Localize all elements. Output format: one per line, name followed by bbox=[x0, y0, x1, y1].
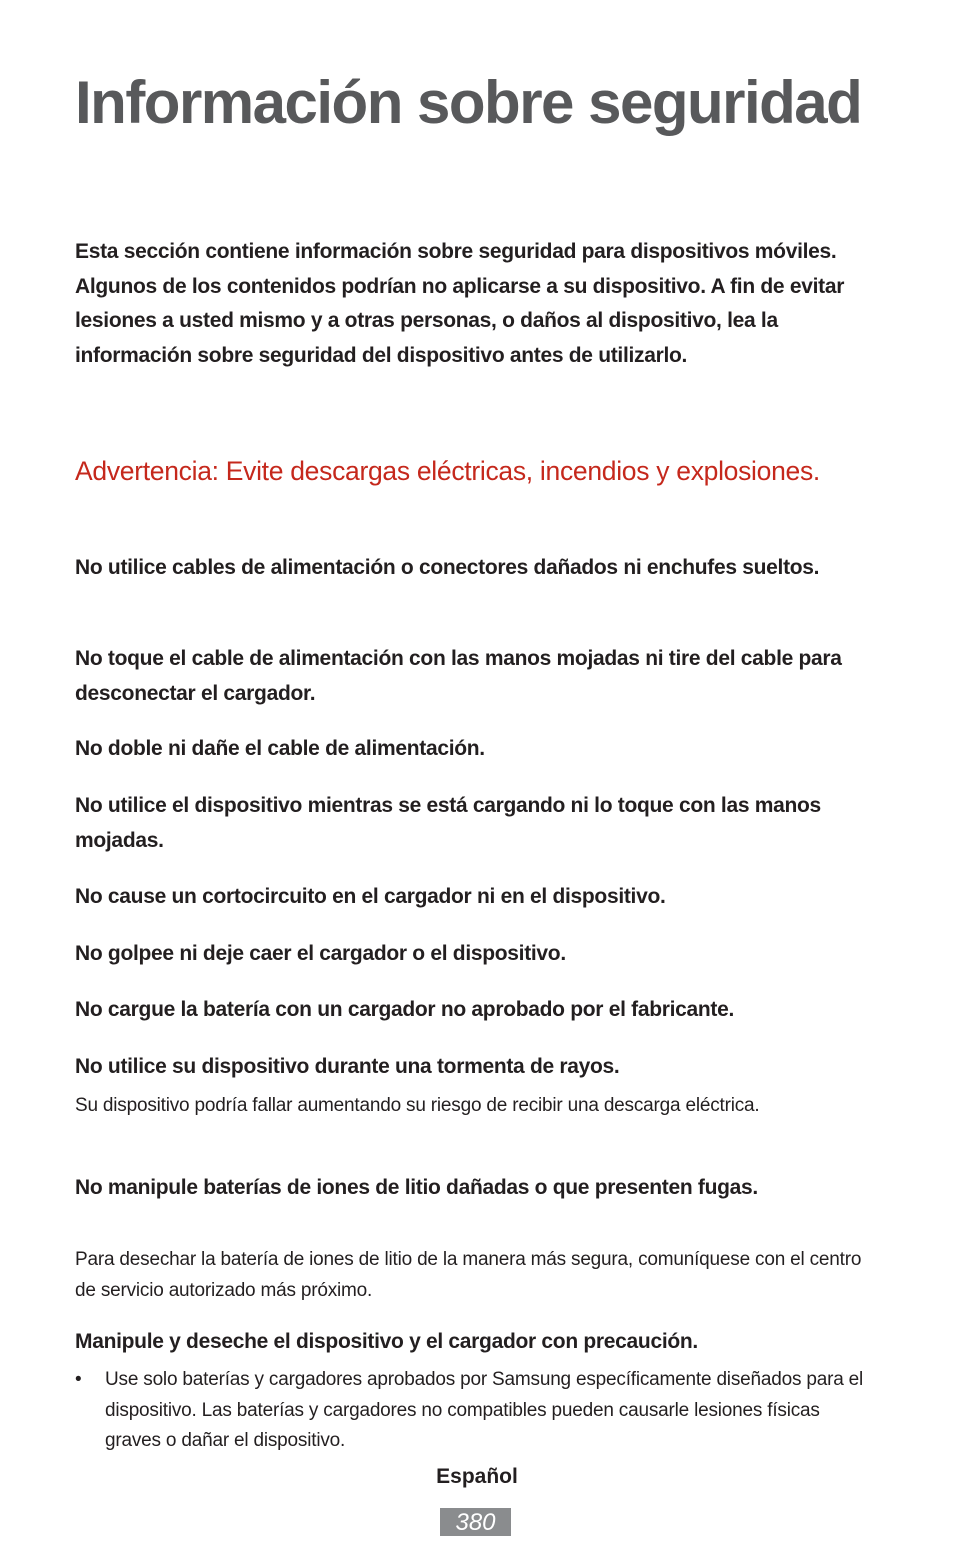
item-heading: No cause un cortocircuito en el cargador ni en el dispositivo. bbox=[75, 885, 666, 908]
intro-paragraph: Esta sección contiene información sobre seguridad para dispositivos móviles. Algunos de los contenidos podrían no aplicarse a su dispositivo. A fin de evitar lesiones a usted mismo y a otras personas, o daños al dispositivo, lea la información sobre seguridad del dispositivo antes de utilizarlo. bbox=[75, 240, 845, 367]
item-heading: No cargue la batería con un cargador no aprobado por el fabricante. bbox=[75, 998, 735, 1021]
item-heading: No utilice el dispositivo mientras se está cargando ni lo toque con las manos mojadas. bbox=[75, 794, 821, 852]
page-title: Información sobre seguridad bbox=[75, 69, 862, 136]
item-heading: No golpee ni deje caer el cargador o el dispositivo. bbox=[75, 942, 566, 965]
item-heading: No manipule baterías de iones de litio dañadas o que presenten fugas. bbox=[75, 1176, 758, 1199]
item-body: Para desechar la batería de iones de litio de la manera más segura, comuníquese con el centro de servicio autorizado más próximo. bbox=[75, 1249, 862, 1301]
item-heading: Manipule y deseche el dispositivo y el cargador con precaución. bbox=[75, 1330, 698, 1353]
page-number-badge: 380 bbox=[440, 1508, 511, 1536]
bullet-text: Use solo baterías y cargadores aprobados por Samsung específicamente diseñados para el dispositivo. Las baterías y cargadores no compatibles pueden causarle lesiones físicas graves o dañar el dispositivo. bbox=[105, 1369, 864, 1451]
item-body: Su dispositivo podría fallar aumentando su riesgo de recibir una descarga eléctrica. bbox=[75, 1095, 760, 1116]
item-heading: No utilice cables de alimentación o conectores dañados ni enchufes sueltos. bbox=[75, 556, 820, 579]
item-heading: No toque el cable de alimentación con las manos mojadas ni tire del cable para desconectar el cargador. bbox=[75, 647, 842, 705]
footer-language: Español bbox=[436, 1465, 518, 1488]
item-heading: No doble ni dañe el cable de alimentación. bbox=[75, 737, 485, 760]
bullet-icon: • bbox=[75, 1369, 82, 1390]
item-heading: No utilice su dispositivo durante una tormenta de rayos. bbox=[75, 1055, 620, 1078]
warning-heading: Advertencia: Evite descargas eléctricas, incendios y explosiones. bbox=[75, 456, 820, 486]
